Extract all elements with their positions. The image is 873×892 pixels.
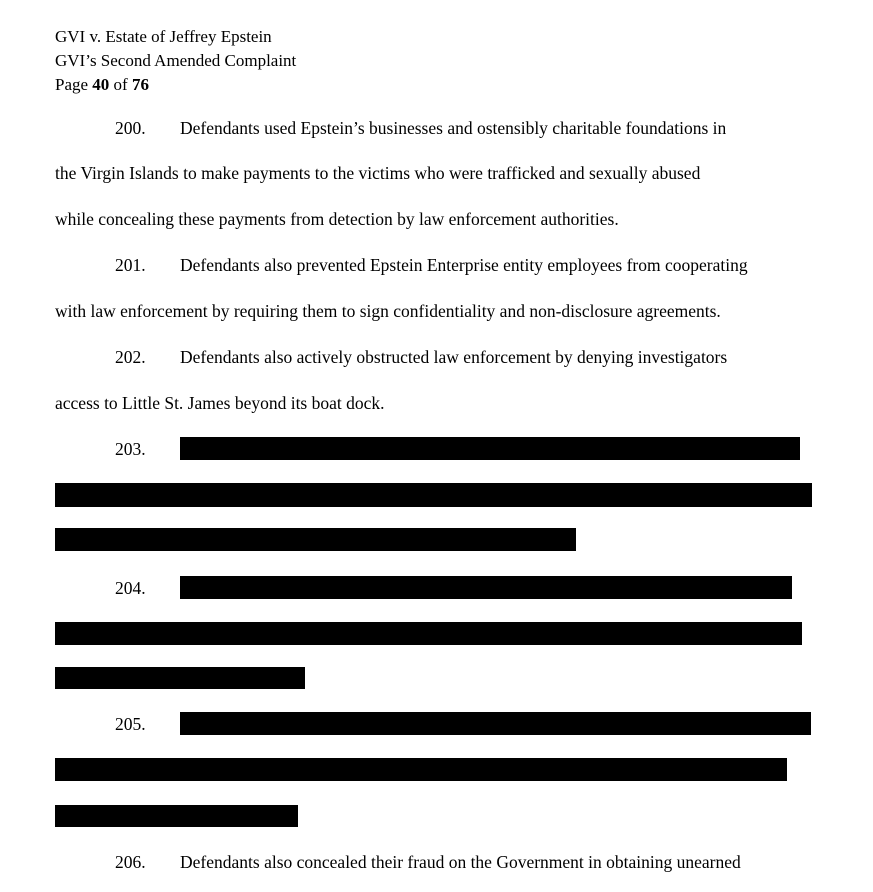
redaction-bar (55, 622, 802, 645)
paragraph-text: Defendants also concealed their fraud on the Government in obtaining unearned (180, 852, 741, 872)
page-number: 40 (92, 75, 110, 94)
paragraph-text: Defendants also prevented Epstein Enterprise entity employees from cooperating (180, 255, 748, 275)
paragraph-text: Defendants also actively obstructed law enforcement by denying investigators (180, 347, 728, 367)
paragraph-202-line-2: access to Little St. James beyond its boat dock. (55, 393, 385, 413)
paragraph-203-number: 203. (115, 439, 146, 459)
redaction-bar (180, 576, 792, 599)
case-title: GVI v. Estate of Jeffrey Epstein (55, 27, 272, 46)
paragraph-number: 201. (115, 255, 146, 275)
redaction-bar (180, 437, 800, 460)
redaction-bar (55, 483, 812, 507)
paragraph-200-line-1 (115, 118, 726, 139)
redaction-bar (180, 712, 811, 735)
redaction-bar (55, 758, 787, 781)
page-total: 76 (131, 75, 149, 94)
paragraph-205-number: 205. (115, 714, 146, 734)
page-header (55, 25, 296, 97)
redaction-bar (55, 667, 305, 689)
paragraph-202-line-1 (115, 347, 727, 368)
paragraph-text: Defendants used Epstein’s businesses and ostensibly charitable foundations in (180, 118, 727, 138)
paragraph-number: 200. (115, 118, 146, 138)
paragraph-number: 202. (115, 347, 146, 367)
paragraph-201-line-1 (115, 255, 748, 276)
paragraph-201-line-2: with law enforcement by requiring them to sign confidentiality and non-disclosure agreements. (55, 301, 721, 321)
redaction-bar (55, 805, 298, 827)
of-word: of (113, 75, 128, 94)
document-title: GVI’s Second Amended Complaint (55, 51, 297, 70)
paragraph-206-line-1 (115, 852, 741, 873)
redaction-bar (55, 528, 576, 551)
paragraph-200-line-3: while concealing these payments from detection by law enforcement authorities. (55, 209, 619, 229)
paragraph-204-number: 204. (115, 578, 146, 598)
paragraph-number: 206. (115, 852, 146, 872)
page-word: Page (55, 75, 89, 94)
paragraph-200-line-2: the Virgin Islands to make payments to the victims who were trafficked and sexually abused (55, 163, 701, 183)
page-indicator (55, 73, 296, 97)
